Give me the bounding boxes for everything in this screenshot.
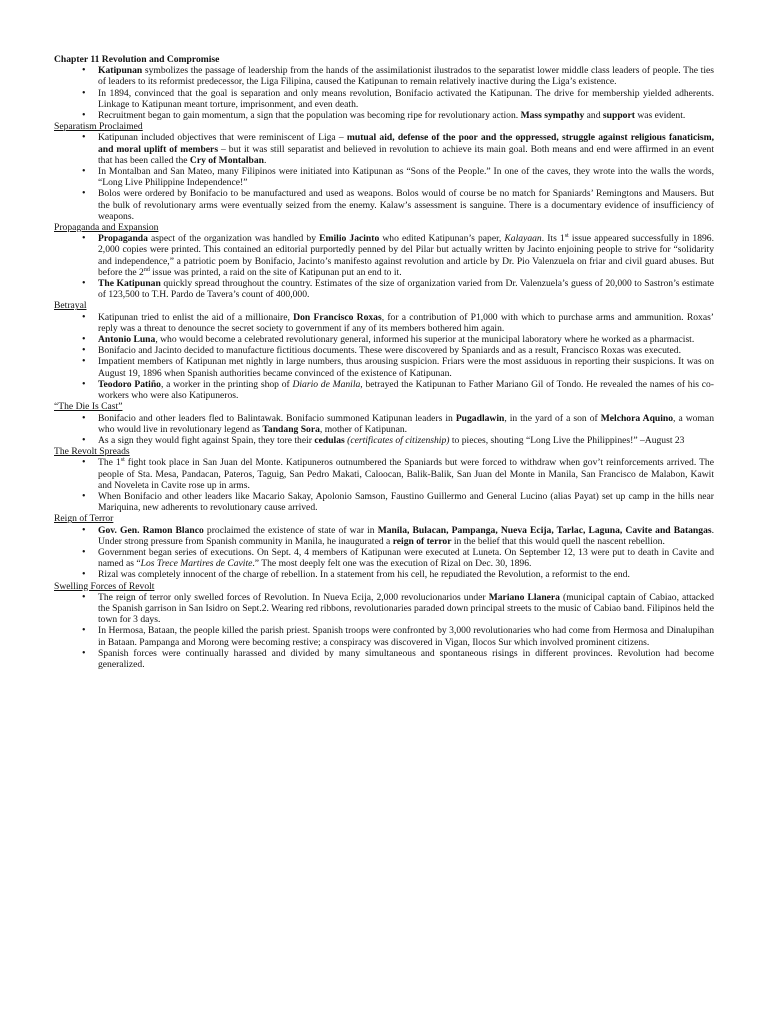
text-run: Teodoro Patiño: [98, 378, 161, 390]
section: [54, 401, 714, 446]
text-run: In 1894, convinced that the goal is separation and only means revolution, Bonifacio activated the Katipunan. The drive for membership yielded adherents. Linkage to Katipunan meant torture, imprisonment, and even death.: [98, 87, 714, 110]
section: [54, 446, 714, 513]
bullet-list: [54, 457, 714, 513]
text-run: Mariano Llanera: [488, 591, 560, 603]
text-run: who edited Katipunan’s paper,: [379, 233, 505, 245]
text-run: Don Francisco Roxas: [293, 311, 382, 323]
text-run: , a woman who would live in revolutionary legend as: [98, 412, 714, 435]
section-heading: Propaganda and Expansion: [54, 222, 159, 234]
text-run: and: [584, 110, 603, 122]
bullet-item: [54, 132, 714, 166]
text-run: As a sign they would fight against Spain, they tore their: [98, 434, 315, 446]
bullet-list: [54, 413, 714, 447]
text-run: Katipunan included objectives that were reminiscent of Liga –: [98, 132, 347, 144]
text-run: mutual aid, defense of the poor and the oppressed, struggle against religious fanaticism, and moral uplift of members: [98, 132, 714, 155]
text-run: support: [602, 110, 635, 122]
text-run: aspect of the organization was handled by: [147, 233, 320, 245]
text-run: .” The most deeply felt one was the execution of Rizal on Dec. 30, 1896.: [252, 558, 532, 570]
text-run: , betrayed the Katipunan to Father Mariano Gil of Tondo. He revealed the names of his co-workers who were also Katipuneros.: [98, 378, 714, 402]
text-run: , mother of Katipunan.: [319, 423, 408, 435]
text-run: In Montalban and San Mateo, many Filipinos were initiated into Katipunan as “Sons of the People.” In one of the caves, they wrote into the walls the words, “Long Live Philippine Independence!”: [98, 166, 714, 189]
text-run: Propaganda: [98, 233, 148, 245]
text-run: cedulas: [314, 434, 345, 446]
bullet-item: [54, 65, 714, 87]
bullet-item: [54, 166, 714, 188]
bullet-list: [54, 233, 714, 300]
text-run: – but it was still separatist and believed in revolution to achieve its main goal. Both means and end were affirmed in an event that has been called the: [98, 143, 715, 166]
section-heading: Separatism Proclaimed: [54, 121, 143, 133]
text-run: quickly spread throughout the country. Estimates of the size of organization varied from Dr. Valenzuela’s guess of 20,000 to Sastron’s estimate of 123,500 to T.H. Pardo de Tavera’s count of 400,000.: [98, 278, 714, 301]
bullet-list: [54, 132, 714, 222]
bullet-list: [54, 592, 714, 670]
bullet-item: [54, 312, 714, 334]
text-run: symbolizes the passage of leadership from the hands of the assimilationist ilustrados to the separatist lower middle class leaders of people. The ties of leaders to its reformist predecessor, the Liga Filipina, caused the Katipunan to remain relatively inactive during the Liga’s existence.: [98, 65, 714, 88]
section-heading: Betrayal: [54, 300, 87, 312]
chapter-title: Chapter 11 Revolution and Compromise: [54, 54, 220, 65]
text-run: Bonifacio and other leaders fled to Balintawak. Bonifacio summoned Katipunan leaders in: [98, 412, 456, 424]
text-run: . Under strong pressure from Spanish community in Manila, he inaugurated a: [98, 524, 715, 547]
text-run: Kalayaan: [504, 233, 542, 245]
bullet-item: [54, 648, 714, 670]
text-run: was evident.: [634, 110, 686, 122]
text-run: Tandang Sora: [262, 423, 320, 435]
text-run: . Its 1: [541, 233, 565, 245]
section: [54, 300, 714, 401]
section-heading: The Revolt Spreads: [54, 446, 130, 458]
text-run: proclaimed the existence of state of war in: [203, 524, 378, 536]
bullet-item: [54, 491, 714, 513]
section: [54, 581, 714, 671]
text-run: Bonifacio and Jacinto decided to manufacture fictitious documents. These were discovered by Spaniards and as a result, Francisco Roxas was executed.: [98, 345, 681, 357]
text-run: (municipal captain of Cabiao, attacked the Spanish garrison in San Isidro on Sept.2. Wearing red ribbons, revolutionaries paraded down principal streets to the music of Cabiao band. Filipinos held the town for 3 days.: [98, 591, 714, 626]
bullet-item: [54, 547, 714, 569]
bullet-list: [54, 312, 714, 402]
text-run: Emilio Jacinto: [319, 233, 380, 245]
bullet-item: [54, 88, 714, 110]
text-run: .: [264, 154, 267, 166]
text-run: Manila, Bulacan, Pampanga, Nueva Ecija, Tarlac, Laguna, Cavite and Batangas: [377, 524, 712, 536]
document-page: [54, 54, 714, 670]
section: [54, 121, 714, 222]
bullet-item: [54, 379, 714, 401]
section: [54, 222, 714, 300]
text-run: , for a contribution of P1,000 with which to purchase arms and ammunition. Roxas’ reply was a threat to denounce the secret society to government if any of its members bothered him again.: [98, 311, 715, 334]
text-run: (certificates of citizenship): [347, 434, 450, 446]
text-run: Antonio Luna: [98, 334, 156, 346]
text-run: Diario de Manila: [292, 378, 361, 390]
text-run: Rizal was completely innocent of the charge of rebellion. In a statement from his cell, he repudiated the Revolution, a reformist to the end.: [98, 569, 630, 581]
bullet-item: [54, 188, 714, 222]
text-run: in the belief that this would quell the nascent rebellion.: [451, 535, 665, 547]
text-run: Pugadlawin: [455, 412, 505, 424]
text-run: Gov. Gen. Ramon Blanco: [98, 524, 204, 536]
text-run: The Katipunan: [98, 278, 161, 290]
bullet-item: [54, 110, 714, 121]
bullet-item: [54, 592, 714, 626]
bullet-item: [54, 334, 714, 345]
bullet-item: [54, 345, 714, 356]
text-run: The 1: [98, 457, 121, 469]
bullet-item: [54, 413, 714, 435]
section-heading: “The Die Is Cast”: [54, 401, 123, 413]
bullet-item: [54, 569, 714, 580]
text-run: st: [564, 233, 569, 240]
text-run: , in the yard of a son of: [504, 412, 601, 424]
text-run: Katipunan: [98, 65, 143, 77]
text-run: reign of terror: [392, 535, 452, 547]
text-run: Mass sympathy: [520, 110, 585, 122]
text-run: Bolos were ordered by Bonifacio to be manufactured and used as weapons. Bolos would of course be no match for Spaniards’ Remingtons and Mausers. But the bulk of revolutionary arms were eventually seized from the enemy. Kalaw’s assessment is sanguine. There is a documentary evidence of insufficiency of weapons.: [98, 188, 714, 222]
text-run: st: [120, 457, 125, 464]
text-run: When Bonifacio and other leaders like Macario Sakay, Apolonio Samson, Faustino Guillermo and General Lucino (alias Payat) set up camp in the hills near Mariquina, new adherents to revolutionary cause arrived.: [98, 490, 714, 514]
bullet-list: [54, 65, 714, 121]
text-run: Los Trece Martires de Cavite: [140, 558, 253, 570]
text-run: , a worker in the printing shop of: [160, 378, 293, 390]
text-run: , who would become a celebrated revolutionary general, informed his superior at the municipal laboratory where he worked as a pharmacist.: [155, 334, 695, 346]
section: [54, 513, 714, 580]
bullet-item: [54, 233, 714, 278]
bullet-item: [54, 356, 714, 378]
text-run: Spanish forces were continually harassed and divided by many simultaneous and spontaneous risings in different provinces. Revolution had become generalized.: [98, 647, 714, 670]
bullet-item: [54, 625, 714, 647]
text-run: Impatient members of Katipunan met nightly in large numbers, thus arousing suspicion. Friars were the most assiduous in reporting their suspicions. It was on August 19, 1896 when Spanish authorities became convinced of the existence of Katipunan.: [98, 356, 714, 379]
text-run: The reign of terror only swelled forces of Revolution. In Nueva Ecija, 2,000 revolucionarios under: [98, 591, 489, 603]
text-run: In Hermosa, Bataan, the people killed the parish priest. Spanish troops were confronted by 3,000 revolutionaries who had come from Hermosa and Dinalupihan in Bataan. Pampanga and Morong were becoming restive; a conspiracy was discovered in Vigan, Ilocos Sur which involved prominent citizens.: [98, 625, 714, 648]
text-run: fight took place in San Juan del Monte. Katipuneros outnumbered the Spaniards but were forced to withdraw when gov’t reinforcements arrived. The people of Sta. Mesa, Pandacan, Pateros, Taguig, San Pedro Makati, Caloocan, Balik-Balik, San Juan del Monte in Manila, San Francisco de Malabon, Kawit and Noveleta in Cavite rose up in arms.: [98, 457, 714, 491]
bullet-list: [54, 525, 714, 581]
text-run: Government began series of executions. On Sept. 4, 4 members of Katipunan were executed at Luneta. On September 12, 13 were put to death in Cavite and named as “: [98, 546, 714, 570]
text-run: issue was printed, a raid on the site of Katipunan put an end to it.: [149, 266, 402, 278]
section-heading: Reign of Terror: [54, 513, 114, 525]
text-run: nd: [143, 266, 150, 273]
text-run: Cry of Montalban: [189, 154, 264, 166]
text-run: to pieces, shouting “Long Live the Philippines!” –August 23: [449, 434, 685, 446]
section-heading: Swelling Forces of Revolt: [54, 580, 155, 592]
text-run: issue appeared successfully in 1896. 2,000 copies were printed. This contained an editorial purportedly penned by del Pilar but actually written by Jacinto enjoining people to strive for “solidarity and independence,” a patriotic poem by Bonifacio, Jacinto’s manifesto against revolution and article by Dr. Pio Valenzuela on friar and civil guard abuses. But before the 2: [98, 233, 714, 278]
bullet-item: [54, 278, 714, 300]
text-run: Recruitment began to gain momentum, a sign that the population was becoming ripe for revolutionary action.: [98, 110, 521, 122]
bullet-item: [54, 457, 714, 491]
text-run: Melchora Aquino: [600, 412, 674, 424]
text-run: Katipunan tried to enlist the aid of a millionaire,: [98, 311, 294, 323]
bullet-item: [54, 525, 714, 547]
bullet-item: [54, 435, 714, 446]
document-body: [54, 65, 714, 670]
section: [54, 65, 714, 121]
